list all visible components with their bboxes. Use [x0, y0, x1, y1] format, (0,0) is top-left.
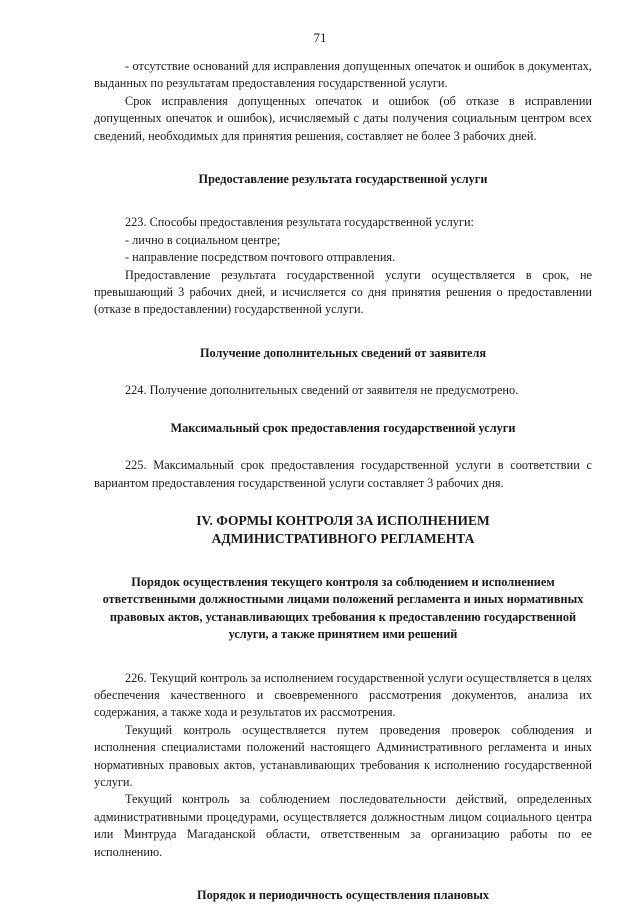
paragraph: - направление посредством почтового отправления. [125, 250, 396, 265]
paragraph: - лично в социальном центре; [125, 232, 281, 247]
paragraph: - отсутствие оснований для исправления допущенных опечаток и ошибок в документах, выданных по результатам предоставления государственной услуги. [94, 59, 592, 91]
paragraph: Срок исправления допущенных опечаток и ошибок (об отказе в исправлении допущенных опечаток и ошибок), исчисляемый с даты получения социальным центром всех сведений, необходимых для принятия решения, составляет не более 3 рабочих дней. [94, 93, 592, 143]
paragraph: Текущий контроль за соблюдением последовательности действий, определенных административными процедурами, осуществляется должностным лицом социального центра или Минтруда Магаданской области, ответственным за организацию работы по ее исполнению. [94, 792, 592, 859]
spacer [94, 362, 592, 382]
section-heading: Порядок и периодичность осуществления плановых [197, 888, 489, 902]
spacer [94, 437, 592, 457]
paragraph: Предоставление результата государственной услуги осуществляется в срок, не превышающий 3 рабочих дней, и исчисляется со дня принятия решения о предоставлении (отказе в предоставлении) государственной услуги. [94, 267, 592, 317]
section-heading: Получение дополнительных сведений от заявителя [199, 345, 487, 360]
spacer [94, 400, 592, 420]
spacer [94, 492, 592, 512]
spacer [94, 145, 592, 171]
spacer [94, 548, 592, 574]
chapter-heading: АДМИНИСТРАТИВНОГО РЕГЛАМЕНТА [211, 530, 475, 546]
paragraph: 224. Получение дополнительных сведений от заявителя не предусмотрено. [125, 383, 519, 398]
spacer [94, 188, 592, 214]
spacer [94, 644, 592, 670]
paragraph: 225. Максимальный срок предоставления государственной услуги в соответствии с вариантом предоставления государственной услуги составляет 3 рабочих дня. [94, 458, 592, 490]
spacer [94, 861, 592, 887]
spacer [94, 319, 592, 345]
section-heading: Предоставление результата государственной услуги [198, 172, 488, 187]
section-heading: Максимальный срок предоставления государственной услуги [170, 420, 516, 435]
page-number: 71 [313, 30, 327, 45]
document-body [94, 58, 592, 904]
paragraph: 223. Способы предоставления результата государственной услуги: [125, 215, 474, 230]
section-heading: Порядок осуществления текущего контроля за соблюдением и исполнением ответственными должностными лицами положений регламента и иных нормативных правовых актов, устанавливающих требования к предоставлению государственной услуги, а также принятием ими решений [102, 574, 584, 642]
chapter-heading: IV. ФОРМЫ КОНТРОЛЯ ЗА ИСПОЛНЕНИЕМ [196, 512, 490, 528]
paragraph: 226. Текущий контроль за исполнением государственной услуги осуществляется в целях обеспечения качественного и своевременного рассмотрения документов, анализа их содержания, а также хода и результатов их рассмотрения. [94, 670, 592, 720]
paragraph: Текущий контроль осуществляется путем проведения проверок соблюдения и исполнения специалистами положений настоящего Административного регламента и иных нормативных правовых актов, устанавливающих требования к исполнению государственной услуги. [94, 722, 592, 789]
